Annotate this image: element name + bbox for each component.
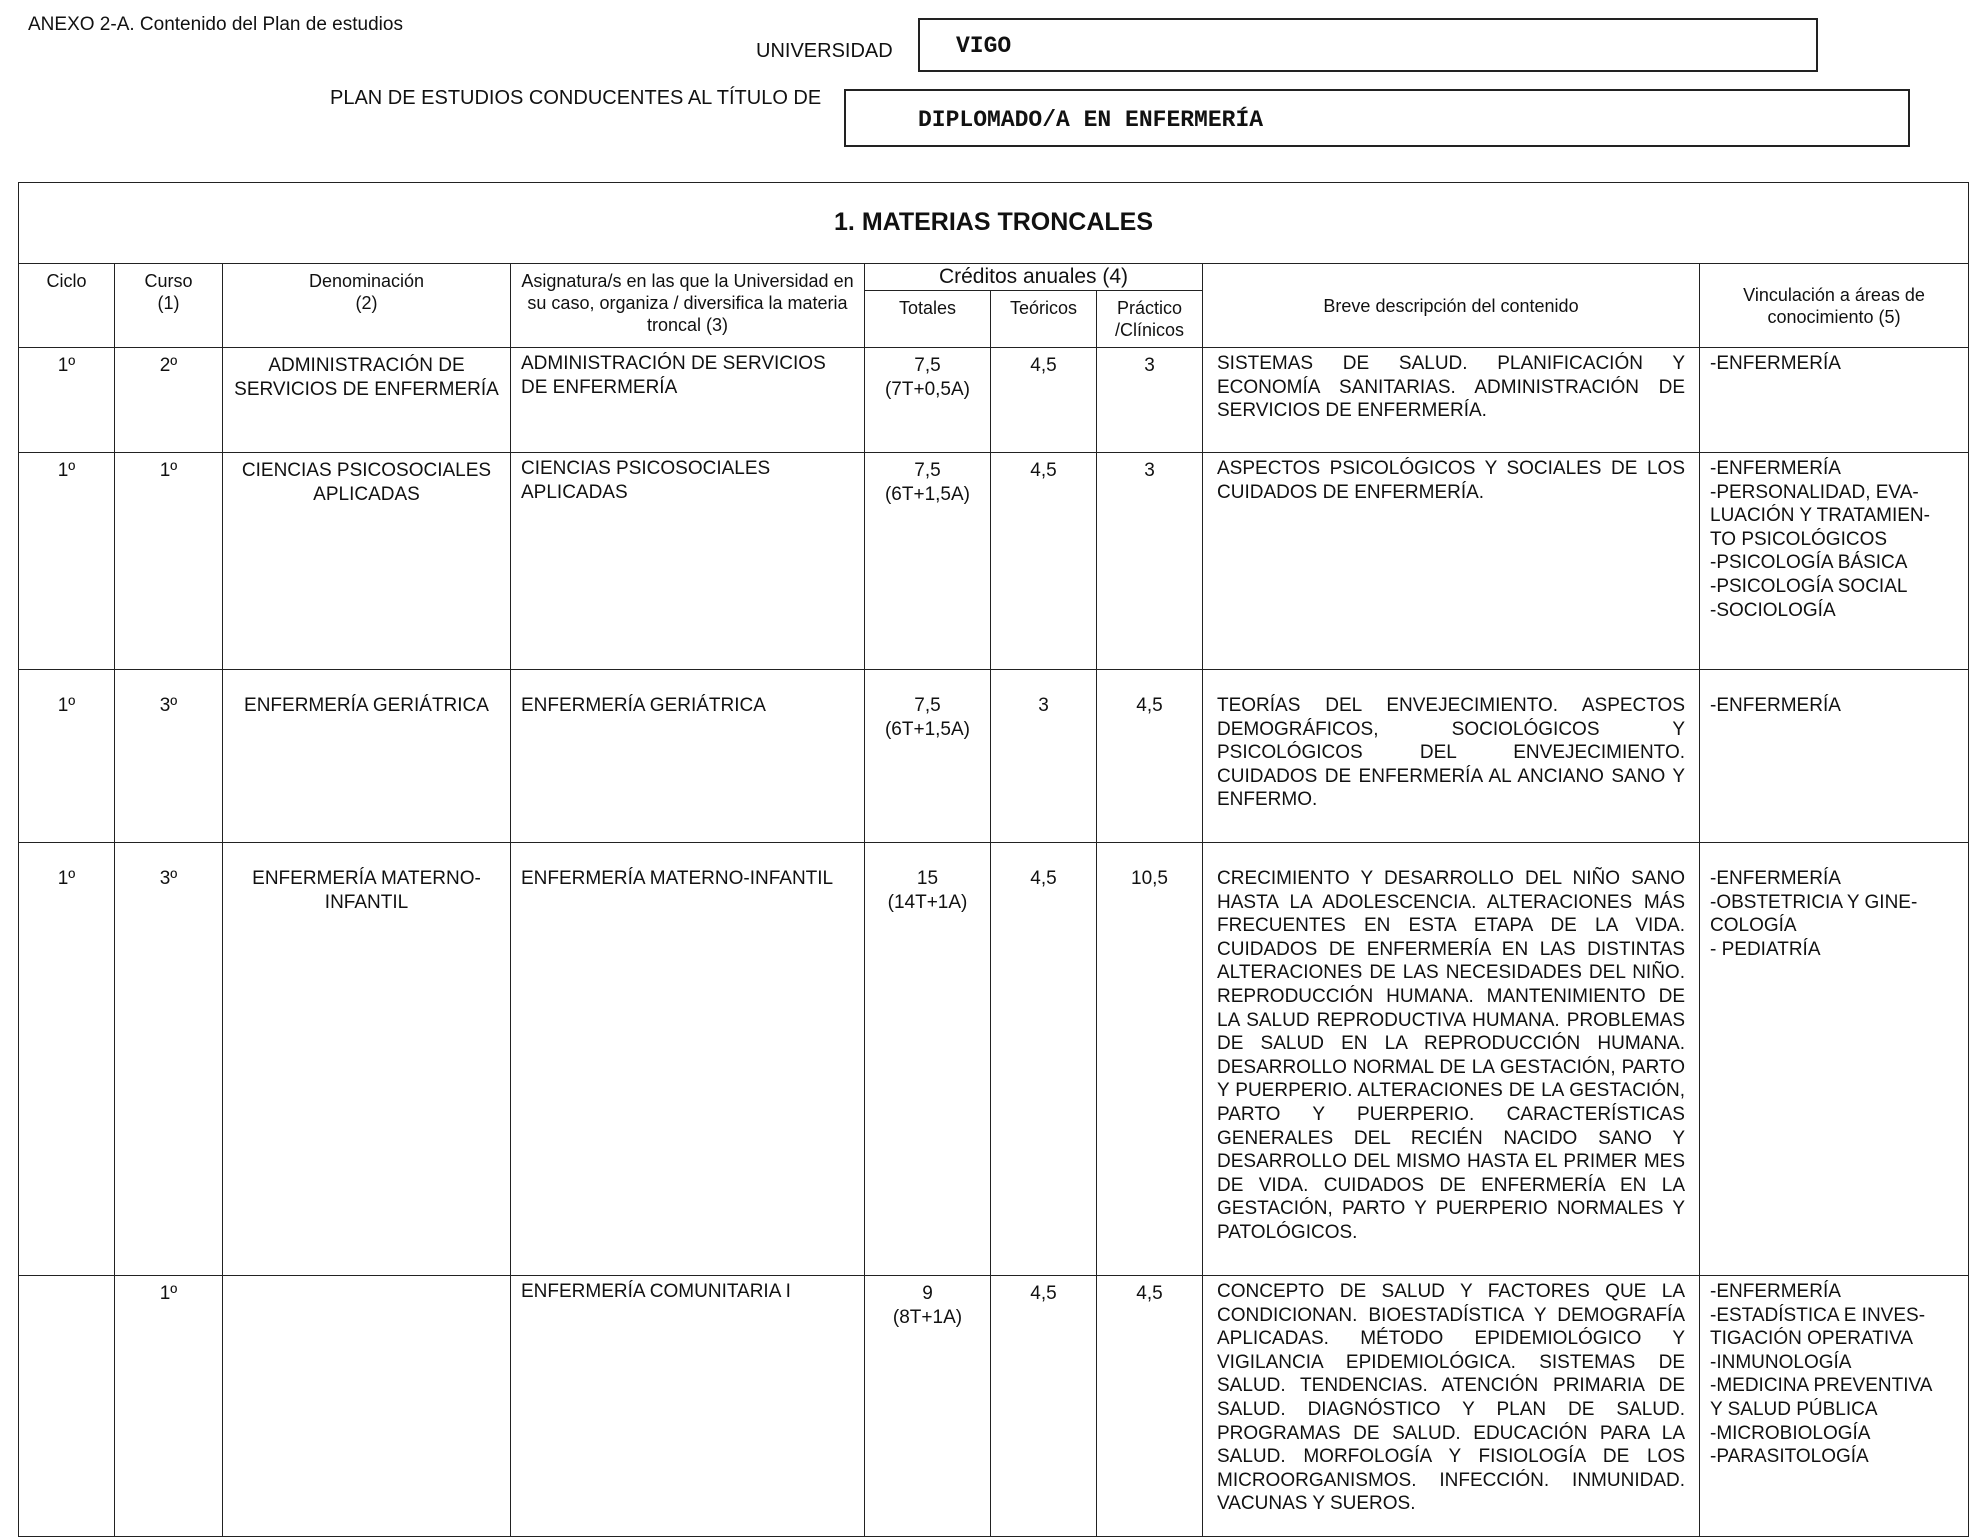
cell-descripcion: CRECIMIENTO Y DESARROLLO DEL NIÑO SANO HASTA LA ADOLESCENCIA. ALTERACIONES MÁS FRECUENTES EN ESTA ETAPA DE LA VIDA. CUIDADOS DE ENFERMERÍA EN LAS DISTINTAS ALTERACIONES DE LAS NECESIDADES DEL NIÑO. REPRODUCCIÓN HUMANA. MANTENIMIENTO DE LA SALUD REPRODUCTIVA HUMANA. PROBLEMAS DE SALUD EN LA REPRODUCCIÓN HUMANA. DESARROLLO NORMAL DE LA GESTACIÓN, PARTO Y PUERPERIO. ALTERACIONES DE LA GESTACIÓN, PARTO Y PUERPERIO. CARACTERÍSTICAS GENERALES DEL RECIÉN NACIDO SANO Y DESARROLLO DEL MISMO HASTA EL PRIMER MES DE VIDA. CUIDADOS DE ENFERMERÍA EN LA GESTACIÓN, PARTO Y PUERPERIO NORMALES Y PATOLÓGICOS.	[1203, 843, 1700, 1276]
cell-denominacion: CIENCIAS PSICOSOCIALES APLICADAS	[223, 453, 511, 670]
cell-totales: 7,5 (7T+0,5A)	[865, 348, 991, 453]
cell-asignatura: ENFERMERÍA MATERNO-INFANTIL	[511, 843, 865, 1276]
cell-ciclo: 1º	[19, 843, 115, 1276]
cell-totales: 9 (8T+1A)	[865, 1276, 991, 1537]
cell-denominacion: ENFERMERÍA GERIÁTRICA	[223, 670, 511, 843]
cell-areas: -ENFERMERÍA	[1700, 670, 1969, 843]
col-asignatura: Asignatura/s en las que la Universidad en su caso, organiza / diversifica la materia troncal (3)	[511, 264, 865, 348]
col-vinculacion: Vinculación a áreas de conocimiento (5)	[1700, 264, 1969, 348]
col-ciclo: Ciclo	[19, 264, 115, 348]
cell-asignatura: ENFERMERÍA COMUNITARIA I	[511, 1276, 865, 1537]
cell-denominacion: ENFERMERÍA MATERNO-INFANTIL	[223, 843, 511, 1276]
cell-totales: 7,5 (6T+1,5A)	[865, 670, 991, 843]
cell-practicos: 10,5	[1097, 843, 1203, 1276]
cell-descripcion: CONCEPTO DE SALUD Y FACTORES QUE LA CONDICIONAN. BIOESTADÍSTICA Y DEMOGRAFÍA APLICADAS. MÉTODO EPIDEMIOLÓGICO Y VIGILANCIA EPIDEMIOLÓGICA. SISTEMAS DE SALUD. TENDENCIAS. ATENCIÓN PRIMARIA DE SALUD. DIAGNÓSTICO Y PLAN DE SALUD. PROGRAMAS DE SALUD. EDUCACIÓN PARA LA SALUD. MORFOLOGÍA Y FISIOLOGÍA DE LOS MICROORGANISMOS. INFECCIÓN. INMUNIDAD. VACUNAS Y SUEROS.	[1203, 1276, 1700, 1537]
cell-teoricos: 4,5	[991, 1276, 1097, 1537]
section-title: 1. MATERIAS TRONCALES	[19, 183, 1969, 264]
university-field: VIGO	[918, 18, 1818, 72]
cell-practicos: 3	[1097, 453, 1203, 670]
cell-areas: -ENFERMERÍA -ESTADÍSTICA E INVES- TIGACIÓN OPERATIVA -INMUNOLOGÍA -MEDICINA PREVENTIVA Y SALUD PÚBLICA -MICROBIOLOGÍA -PARASITOLOGÍA	[1700, 1276, 1969, 1537]
table-row	[19, 843, 1969, 1276]
cell-practicos: 3	[1097, 348, 1203, 453]
cell-areas: -ENFERMERÍA -OBSTETRICIA Y GINE- COLOGÍA - PEDIATRÍA	[1700, 843, 1969, 1276]
cell-denominacion: ADMINISTRACIÓN DE SERVICIOS DE ENFERMERÍA	[223, 348, 511, 453]
col-denominacion: Denominación (2)	[223, 264, 511, 348]
cell-ciclo	[19, 1276, 115, 1537]
col-descripcion: Breve descripción del contenido	[1203, 264, 1700, 348]
cell-areas: -ENFERMERÍA	[1700, 348, 1969, 453]
cell-practicos: 4,5	[1097, 1276, 1203, 1537]
cell-ciclo: 1º	[19, 670, 115, 843]
cell-asignatura: ENFERMERÍA GERIÁTRICA	[511, 670, 865, 843]
annex-title: ANEXO 2-A. Contenido del Plan de estudios	[28, 14, 403, 35]
cell-practicos: 4,5	[1097, 670, 1203, 843]
cell-teoricos: 4,5	[991, 348, 1097, 453]
cell-ciclo: 1º	[19, 348, 115, 453]
table-row	[19, 1276, 1969, 1537]
col-practicos: Práctico /Clínicos	[1097, 291, 1203, 348]
column-header-row	[19, 264, 1969, 291]
cell-asignatura: ADMINISTRACIÓN DE SERVICIOS DE ENFERMERÍA	[511, 348, 865, 453]
degree-title-field: DIPLOMADO/A EN ENFERMERÍA	[844, 89, 1910, 147]
col-teoricos: Teóricos	[991, 291, 1097, 348]
cell-curso: 3º	[115, 843, 223, 1276]
cell-descripcion: ASPECTOS PSICOLÓGICOS Y SOCIALES DE LOS CUIDADOS DE ENFERMERÍA.	[1203, 453, 1700, 670]
table-row	[19, 453, 1969, 670]
cell-denominacion	[223, 1276, 511, 1537]
cell-curso: 1º	[115, 453, 223, 670]
cell-areas: -ENFERMERÍA -PERSONALIDAD, EVA- LUACIÓN Y TRATAMIEN- TO PSICOLÓGICOS -PSICOLOGÍA BÁSICA -PSICOLOGÍA SOCIAL -SOCIOLOGÍA	[1700, 453, 1969, 670]
table-row	[19, 670, 1969, 843]
cell-asignatura: CIENCIAS PSICOSOCIALES APLICADAS	[511, 453, 865, 670]
cell-ciclo: 1º	[19, 453, 115, 670]
cell-teoricos: 3	[991, 670, 1097, 843]
cell-teoricos: 4,5	[991, 453, 1097, 670]
cell-teoricos: 4,5	[991, 843, 1097, 1276]
subjects-table	[18, 182, 1969, 1537]
university-label: UNIVERSIDAD	[756, 40, 893, 62]
table-row	[19, 348, 1969, 453]
cell-totales: 7,5 (6T+1,5A)	[865, 453, 991, 670]
cell-totales: 15 (14T+1A)	[865, 843, 991, 1276]
cell-curso: 2º	[115, 348, 223, 453]
col-totales: Totales	[865, 291, 991, 348]
col-curso: Curso (1)	[115, 264, 223, 348]
cell-curso: 3º	[115, 670, 223, 843]
cell-descripcion: TEORÍAS DEL ENVEJECIMIENTO. ASPECTOS DEMOGRÁFICOS, SOCIOLÓGICOS Y PSICOLÓGICOS DEL ENVEJECIMIENTO. CUIDADOS DE ENFERMERÍA AL ANCIANO SANO Y ENFERMO.	[1203, 670, 1700, 843]
col-creditos: Créditos anuales (4)	[865, 264, 1203, 291]
cell-curso: 1º	[115, 1276, 223, 1537]
cell-descripcion: SISTEMAS DE SALUD. PLANIFICACIÓN Y ECONOMÍA SANITARIAS. ADMINISTRACIÓN DE SERVICIOS DE ENFERMERÍA.	[1203, 348, 1700, 453]
plan-label: PLAN DE ESTUDIOS CONDUCENTES AL TÍTULO DE	[330, 87, 822, 109]
